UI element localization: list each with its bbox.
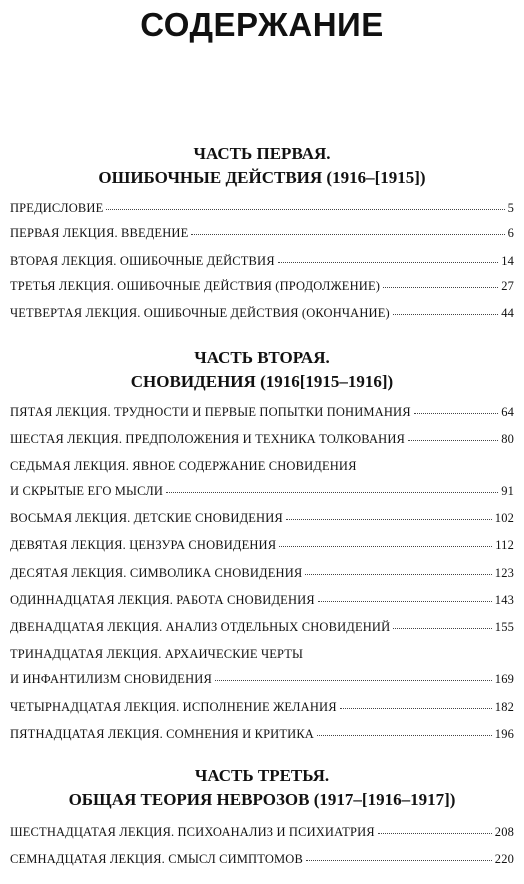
toc-entry-page: 112 (495, 538, 514, 552)
toc-entry-page: 91 (501, 484, 514, 498)
toc-entry[interactable] (10, 566, 514, 588)
toc-entry[interactable] (10, 432, 514, 454)
toc-entry[interactable] (10, 254, 514, 276)
toc-entry-page: 102 (494, 511, 514, 525)
toc-entry-title: ДЕСЯТАЯ ЛЕКЦИЯ. СИМВОЛИКА СНОВИДЕНИЯ (10, 566, 303, 580)
toc-entry[interactable] (10, 700, 514, 722)
part-2-title: СНОВИДЕНИЯ (130, 372, 256, 391)
toc-entry-title: ПРЕДИСЛОВИЕ (10, 201, 104, 215)
toc-entry[interactable] (10, 201, 514, 223)
toc-entry-page: 27 (501, 279, 514, 293)
dot-leader (278, 252, 498, 263)
toc-entry-title: ТРИНАДЦАТАЯ ЛЕКЦИЯ. АРХАИЧЕСКИЕ ЧЕРТЫ (10, 647, 304, 661)
toc-entry-title: ПЯТАЯ ЛЕКЦИЯ. ТРУДНОСТИ И ПЕРВЫЕ ПОПЫТКИ ПОНИМАНИЯ (10, 405, 411, 419)
toc-entry[interactable] (10, 538, 514, 560)
toc-entry-first-line[interactable] (10, 647, 514, 669)
toc-entry-page: 14 (501, 254, 514, 268)
part-heading-2 (0, 346, 524, 394)
toc-entry[interactable] (10, 511, 514, 533)
toc-entry-title-cont: И СКРЫТЫЕ ЕГО МЫСЛИ (10, 484, 164, 498)
part-3-title-line (0, 788, 524, 812)
toc-entry[interactable] (10, 226, 514, 248)
toc-entry-page: 169 (494, 672, 514, 686)
dot-leader (414, 403, 498, 414)
dot-leader (393, 304, 498, 315)
toc-entry-page: 220 (494, 852, 514, 866)
toc-entry-title: ВОСЬМАЯ ЛЕКЦИЯ. ДЕТСКИЕ СНОВИДЕНИЯ (10, 511, 283, 525)
dot-leader (191, 224, 504, 235)
toc-entry[interactable] (10, 727, 514, 749)
toc-entry[interactable] (10, 672, 514, 694)
dot-leader (305, 564, 491, 575)
dot-leader (408, 430, 498, 441)
part-3-title: ОБЩАЯ ТЕОРИЯ НЕВРОЗОВ (68, 790, 310, 809)
part-3-years: (1917–[1916–1917]) (309, 790, 456, 809)
toc-entry-title: ШЕСТАЯ ЛЕКЦИЯ. ПРЕДПОЛОЖЕНИЯ И ТЕХНИКА ТОЛКОВАНИЯ (10, 432, 406, 446)
page-title: СОДЕРЖАНИЕ (140, 6, 384, 43)
part-heading-1 (0, 142, 524, 190)
toc-entry-page: 182 (494, 700, 514, 714)
part-2-number: ЧАСТЬ ВТОРАЯ. (194, 348, 330, 367)
toc-entry[interactable] (10, 405, 514, 427)
toc-entry[interactable] (10, 279, 514, 301)
dot-leader (393, 618, 492, 629)
toc-entry[interactable] (10, 825, 514, 847)
toc-entry-title: СЕМНАДЦАТАЯ ЛЕКЦИЯ. СМЫСЛ СИМПТОМОВ (10, 852, 303, 866)
toc-entry-title: ЧЕТВЕРТАЯ ЛЕКЦИЯ. ОШИБОЧНЫЕ ДЕЙСТВИЯ (ОКОНЧАНИЕ) (10, 306, 390, 320)
toc-entry-title: СЕДЬМАЯ ЛЕКЦИЯ. ЯВНОЕ СОДЕРЖАНИЕ СНОВИДЕНИЯ (10, 459, 357, 473)
dot-leader (383, 277, 498, 288)
toc-entry-title: ШЕСТНАДЦАТАЯ ЛЕКЦИЯ. ПСИХОАНАЛИЗ И ПСИХИАТРИЯ (10, 825, 375, 839)
dot-leader (318, 591, 492, 602)
toc-entry[interactable] (10, 852, 514, 874)
part-1-title-line (0, 166, 524, 190)
toc-entry-page: 44 (501, 306, 514, 320)
part-1-number: ЧАСТЬ ПЕРВАЯ. (193, 144, 331, 163)
toc-entry-title: ОДИННАДЦАТАЯ ЛЕКЦИЯ. РАБОТА СНОВИДЕНИЯ (10, 593, 315, 607)
dot-leader (166, 482, 498, 493)
toc-entry-page: 155 (494, 620, 514, 634)
part-2-years: (1916[1915–1916]) (255, 372, 394, 391)
toc-entry-first-line[interactable] (10, 459, 514, 481)
toc-entry[interactable] (10, 484, 514, 506)
dot-leader (317, 725, 492, 736)
dot-leader (306, 850, 492, 861)
part-3-number: ЧАСТЬ ТРЕТЬЯ. (194, 766, 330, 785)
dot-leader (286, 509, 492, 520)
part-2-title-line (0, 370, 524, 394)
toc-entry-page: 80 (501, 432, 514, 446)
toc-entry-title: ПЕРВАЯ ЛЕКЦИЯ. ВВЕДЕНИЕ (10, 226, 189, 240)
toc-entry[interactable] (10, 306, 514, 328)
toc-entry-title: ДВЕНАДЦАТАЯ ЛЕКЦИЯ. АНАЛИЗ ОТДЕЛЬНЫХ СНОВИДЕНИЙ (10, 620, 391, 634)
dot-leader (106, 199, 504, 210)
toc-entry-title: ЧЕТЫРНАДЦАТАЯ ЛЕКЦИЯ. ИСПОЛНЕНИЕ ЖЕЛАНИЯ (10, 700, 337, 714)
toc-entry-title: ТРЕТЬЯ ЛЕКЦИЯ. ОШИБОЧНЫЕ ДЕЙСТВИЯ (ПРОДОЛЖЕНИЕ) (10, 279, 381, 293)
toc-entry-title: ДЕВЯТАЯ ЛЕКЦИЯ. ЦЕНЗУРА СНОВИДЕНИЯ (10, 538, 277, 552)
part-1-title: ОШИБОЧНЫЕ ДЕЙСТВИЯ (98, 168, 323, 187)
dot-leader (378, 823, 492, 834)
toc-entry-title: ПЯТНАДЦАТАЯ ЛЕКЦИЯ. СОМНЕНИЯ И КРИТИКА (10, 727, 314, 741)
toc-entry-page: 64 (501, 405, 514, 419)
dot-leader (340, 698, 492, 709)
part-1-years: (1916–[1915]) (322, 168, 426, 187)
toc-entry-page: 143 (494, 593, 514, 607)
dot-leader (215, 670, 492, 681)
toc-entry-page: 6 (507, 226, 514, 240)
toc-entry-page: 5 (507, 201, 514, 215)
toc-entry-title-cont: И ИНФАНТИЛИЗМ СНОВИДЕНИЯ (10, 672, 212, 686)
toc-entry[interactable] (10, 620, 514, 642)
toc-entry[interactable] (10, 593, 514, 615)
toc-entry-page: 208 (494, 825, 514, 839)
toc-entry-page: 123 (494, 566, 514, 580)
toc-entry-title: ВТОРАЯ ЛЕКЦИЯ. ОШИБОЧНЫЕ ДЕЙСТВИЯ (10, 254, 275, 268)
dot-leader (279, 536, 492, 547)
part-heading-3 (0, 764, 524, 812)
toc-entry-page: 196 (494, 727, 514, 741)
